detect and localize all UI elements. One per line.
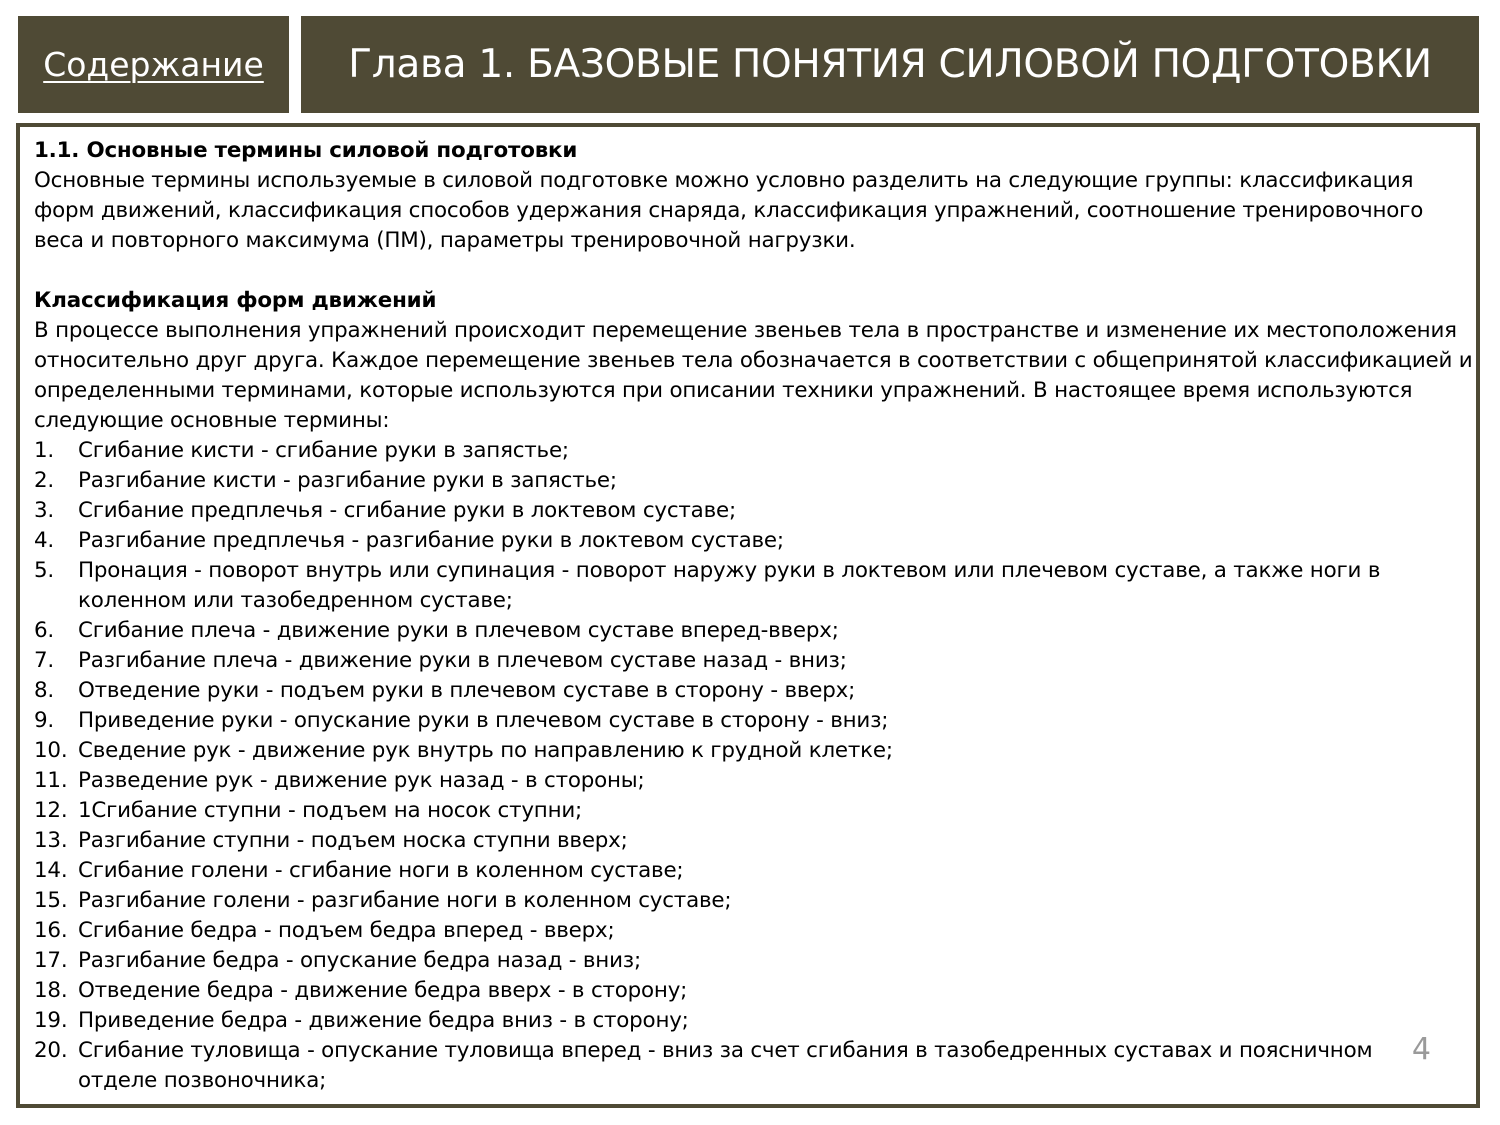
list-item-number: 11.	[34, 768, 68, 793]
list-item-text: Разгибание кисти - разгибание руки в запястье;	[78, 468, 617, 493]
subsection-heading: Классификация форм движений	[34, 288, 437, 313]
terms-list	[34, 436, 1476, 1096]
list-item	[34, 556, 1476, 616]
list-item-text: Отведение руки - подъем руки в плечевом суставе в сторону - вверх;	[78, 678, 856, 703]
list-item-text: Сгибание туловища - опускание туловища вперед - вниз за счет сгибания в тазобедренных суставах и поясничном отделе позвоночника;	[78, 1038, 1373, 1093]
list-item-number: 6.	[34, 618, 55, 643]
page-number: 4	[1411, 1032, 1431, 1067]
list-item-text: Сведение рук - движение рук внутрь по направлению к грудной клетке;	[78, 738, 893, 763]
list-item	[34, 796, 1476, 826]
list-item	[34, 1006, 1476, 1036]
list-item	[34, 1036, 1476, 1096]
list-item	[34, 886, 1476, 916]
spacer	[34, 256, 1476, 286]
toc-header-box	[18, 16, 289, 113]
list-item-text: Сгибание плеча - движение руки в плечевом суставе вперед-вверх;	[78, 618, 839, 643]
list-item	[34, 976, 1476, 1006]
list-item-number: 14.	[34, 858, 68, 883]
list-item-text: Пронация - поворот внутрь или супинация - поворот наружу руки в локтевом или плечевом суставе, а также ноги в коленном или тазобедренном суставе;	[78, 558, 1381, 613]
list-item-text: Сгибание бедра - подъем бедра вперед - вверх;	[78, 918, 615, 943]
chapter-header-box	[301, 16, 1479, 113]
section-heading: 1.1. Основные термины силовой подготовки	[34, 138, 578, 163]
list-item-text: Отведение бедра - движение бедра вверх - в сторону;	[78, 978, 688, 1003]
list-item	[34, 736, 1476, 766]
list-item	[34, 766, 1476, 796]
list-item	[34, 526, 1476, 556]
subsection-text: В процессе выполнения упражнений происходит перемещение звеньев тела в пространстве и изменение их местоположения относительно друг друга. Каждое перемещение звеньев тела обозначается в соответствии с общепринятой классификацией и определенными терминами, которые используются при описании техники упражнений. В настоящее время используются следующие основные термины:	[34, 318, 1473, 433]
list-item-text: 1Сгибание ступни - подъем на носок ступни;	[78, 798, 583, 823]
list-item-number: 9.	[34, 708, 55, 733]
list-item	[34, 946, 1476, 976]
list-item	[34, 676, 1476, 706]
list-item-text: Разгибание предплечья - разгибание руки в локтевом суставе;	[78, 528, 784, 553]
list-item-text: Приведение руки - опускание руки в плечевом суставе в сторону - вниз;	[78, 708, 889, 733]
list-item	[34, 496, 1476, 526]
section-intro: Основные термины используемые в силовой подготовке можно условно разделить на следующие группы: классификация форм движений, классификация способов удержания снаряда, классификация упражнений, соотношение тренировочного веса и повторного максимума (ПМ), параметры тренировочной нагрузки.	[34, 168, 1424, 253]
list-item-number: 18.	[34, 978, 68, 1003]
list-item	[34, 466, 1476, 496]
list-item-number: 17.	[34, 948, 68, 973]
list-item-number: 12.	[34, 798, 68, 823]
list-item	[34, 436, 1476, 466]
list-item-number: 10.	[34, 738, 68, 763]
chapter-title: Глава 1. БАЗОВЫЕ ПОНЯТИЯ СИЛОВОЙ ПОДГОТОВКИ	[348, 42, 1432, 87]
list-item	[34, 916, 1476, 946]
list-item-text: Разгибание плеча - движение руки в плечевом суставе назад - вниз;	[78, 648, 847, 673]
content-panel	[16, 123, 1480, 1108]
list-item-number: 7.	[34, 648, 55, 673]
list-item-text: Приведение бедра - движение бедра вниз - в сторону;	[78, 1008, 689, 1033]
list-item-text: Разведение рук - движение рук назад - в стороны;	[78, 768, 645, 793]
list-item	[34, 616, 1476, 646]
list-item-number: 1.	[34, 438, 55, 463]
list-item-number: 15.	[34, 888, 68, 913]
list-item-text: Разгибание бедра - опускание бедра назад - вниз;	[78, 948, 641, 973]
list-item-number: 4.	[34, 528, 55, 553]
list-item	[34, 826, 1476, 856]
list-item-text: Сгибание кисти - сгибание руки в запястье;	[78, 438, 569, 463]
list-item-text: Сгибание голени - сгибание ноги в коленном суставе;	[78, 858, 684, 883]
list-item-number: 19.	[34, 1008, 68, 1033]
list-item-number: 20.	[34, 1038, 68, 1063]
list-item	[34, 856, 1476, 886]
toc-link[interactable]: Содержание	[43, 45, 264, 84]
list-item-number: 16.	[34, 918, 68, 943]
content-text	[20, 127, 1476, 1096]
list-item-number: 2.	[34, 468, 55, 493]
list-item-text: Разгибание ступни - подъем носка ступни вверх;	[78, 828, 628, 853]
list-item-number: 13.	[34, 828, 68, 853]
list-item-text: Сгибание предплечья - сгибание руки в локтевом суставе;	[78, 498, 736, 523]
list-item-number: 8.	[34, 678, 55, 703]
list-item-number: 5.	[34, 558, 55, 583]
list-item	[34, 646, 1476, 676]
list-item-number: 3.	[34, 498, 55, 523]
list-item-text: Разгибание голени - разгибание ноги в коленном суставе;	[78, 888, 732, 913]
list-item	[34, 706, 1476, 736]
